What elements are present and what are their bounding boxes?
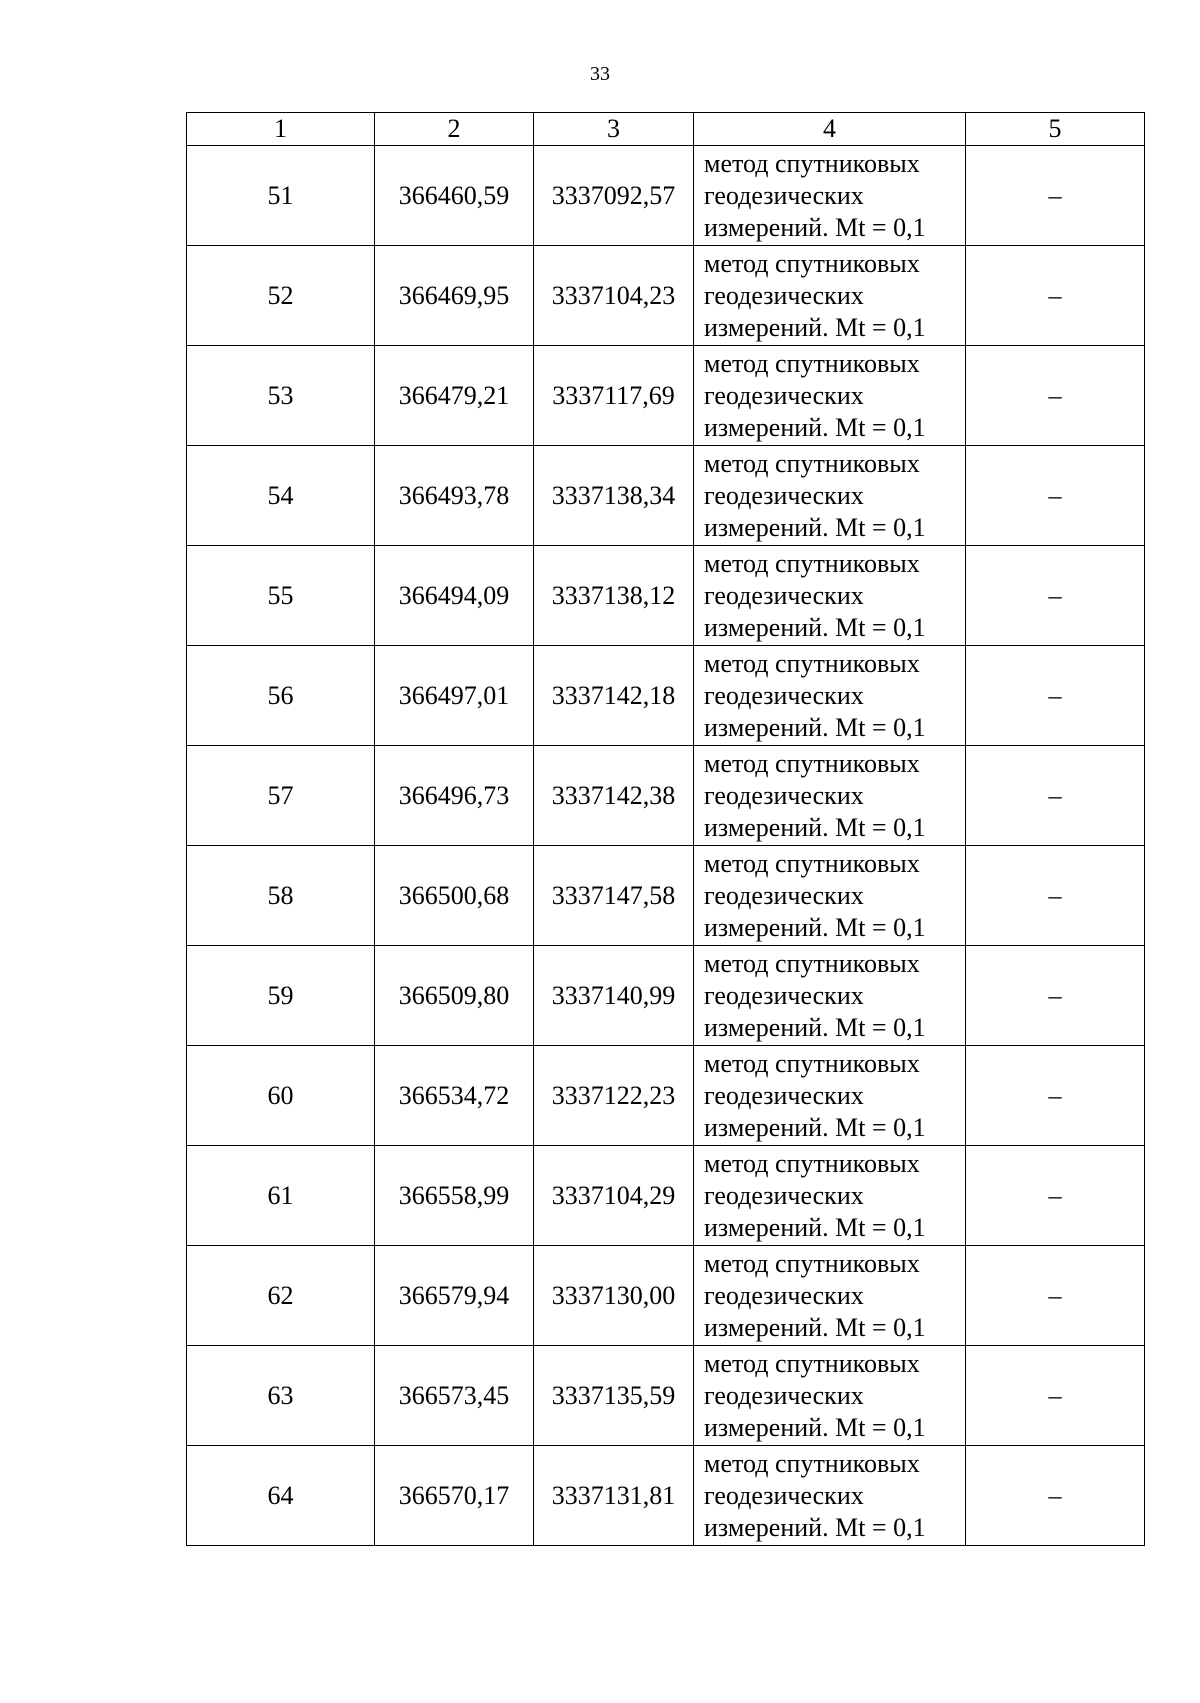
method-cell — [694, 346, 966, 446]
point-number-cell: 56 — [187, 646, 375, 746]
method-cell — [694, 146, 966, 246]
point-number-cell: 53 — [187, 346, 375, 446]
note-cell: – — [966, 246, 1145, 346]
y-coordinate-cell: 3337147,58 — [534, 846, 694, 946]
x-coordinate-cell: 366579,94 — [375, 1246, 534, 1346]
table-body — [187, 146, 1145, 1546]
table-row — [187, 346, 1145, 446]
method-line: метод спутниковых — [704, 1148, 920, 1178]
point-number-cell: 52 — [187, 246, 375, 346]
point-number-cell: 61 — [187, 1146, 375, 1246]
method-line: метод спутниковых — [704, 1048, 920, 1078]
note-cell: – — [966, 1246, 1145, 1346]
note-cell: – — [966, 1446, 1145, 1546]
table-row — [187, 946, 1145, 1046]
note-cell: – — [966, 1046, 1145, 1146]
table-row — [187, 1446, 1145, 1546]
note-cell: – — [966, 946, 1145, 1046]
point-number-cell: 51 — [187, 146, 375, 246]
table-row — [187, 1346, 1145, 1446]
method-cell — [694, 546, 966, 646]
note-cell: – — [966, 1346, 1145, 1446]
method-line: геодезических — [704, 1080, 864, 1110]
note-cell: – — [966, 446, 1145, 546]
note-cell: – — [966, 746, 1145, 846]
point-number-cell: 55 — [187, 546, 375, 646]
method-line: геодезических — [704, 1380, 864, 1410]
y-coordinate-cell: 3337142,18 — [534, 646, 694, 746]
method-line: метод спутниковых — [704, 648, 920, 678]
method-line: геодезических — [704, 580, 864, 610]
method-line: измерений. Mt = 0,1 — [704, 1212, 926, 1242]
method-line: измерений. Mt = 0,1 — [704, 212, 926, 242]
table-row — [187, 1246, 1145, 1346]
method-line: геодезических — [704, 280, 864, 310]
y-coordinate-cell: 3337131,81 — [534, 1446, 694, 1546]
method-line: геодезических — [704, 1180, 864, 1210]
method-cell — [694, 846, 966, 946]
x-coordinate-cell: 366558,99 — [375, 1146, 534, 1246]
method-line: измерений. Mt = 0,1 — [704, 512, 926, 542]
table-row — [187, 746, 1145, 846]
method-line: измерений. Mt = 0,1 — [704, 1512, 926, 1542]
table-row — [187, 1146, 1145, 1246]
method-line: геодезических — [704, 1280, 864, 1310]
header-row — [187, 113, 1145, 146]
y-coordinate-cell: 3337117,69 — [534, 346, 694, 446]
header-col-5: 5 — [966, 113, 1145, 146]
point-number-cell: 60 — [187, 1046, 375, 1146]
method-cell — [694, 1446, 966, 1546]
y-coordinate-cell: 3337104,29 — [534, 1146, 694, 1246]
point-number-cell: 62 — [187, 1246, 375, 1346]
y-coordinate-cell: 3337104,23 — [534, 246, 694, 346]
method-line: метод спутниковых — [704, 1448, 920, 1478]
method-line: измерений. Mt = 0,1 — [704, 412, 926, 442]
method-line: геодезических — [704, 880, 864, 910]
method-line: геодезических — [704, 180, 864, 210]
method-line: геодезических — [704, 680, 864, 710]
method-cell — [694, 1146, 966, 1246]
table-row — [187, 846, 1145, 946]
point-number-cell: 63 — [187, 1346, 375, 1446]
note-cell: – — [966, 546, 1145, 646]
method-line: измерений. Mt = 0,1 — [704, 1412, 926, 1442]
y-coordinate-cell: 3337135,59 — [534, 1346, 694, 1446]
method-line: метод спутниковых — [704, 248, 920, 278]
table-row — [187, 646, 1145, 746]
point-number-cell: 57 — [187, 746, 375, 846]
method-line: измерений. Mt = 0,1 — [704, 1312, 926, 1342]
y-coordinate-cell: 3337138,12 — [534, 546, 694, 646]
note-cell: – — [966, 846, 1145, 946]
coordinates-table — [186, 112, 1145, 1546]
point-number-cell: 54 — [187, 446, 375, 546]
y-coordinate-cell: 3337092,57 — [534, 146, 694, 246]
method-line: метод спутниковых — [704, 1248, 920, 1278]
header-col-1: 1 — [187, 113, 375, 146]
table-row — [187, 146, 1145, 246]
y-coordinate-cell: 3337138,34 — [534, 446, 694, 546]
method-cell — [694, 1046, 966, 1146]
table-row — [187, 546, 1145, 646]
method-cell — [694, 746, 966, 846]
x-coordinate-cell: 366494,09 — [375, 546, 534, 646]
method-line: измерений. Mt = 0,1 — [704, 312, 926, 342]
y-coordinate-cell: 3337122,23 — [534, 1046, 694, 1146]
table-row — [187, 246, 1145, 346]
method-line: геодезических — [704, 1480, 864, 1510]
point-number-cell: 59 — [187, 946, 375, 1046]
point-number-cell: 58 — [187, 846, 375, 946]
method-line: метод спутниковых — [704, 1348, 920, 1378]
method-line: измерений. Mt = 0,1 — [704, 812, 926, 842]
header-col-3: 3 — [534, 113, 694, 146]
method-line: геодезических — [704, 980, 864, 1010]
x-coordinate-cell: 366460,59 — [375, 146, 534, 246]
method-line: геодезических — [704, 480, 864, 510]
x-coordinate-cell: 366496,73 — [375, 746, 534, 846]
page-number: 33 — [590, 63, 610, 85]
x-coordinate-cell: 366570,17 — [375, 1446, 534, 1546]
method-cell — [694, 1246, 966, 1346]
y-coordinate-cell: 3337140,99 — [534, 946, 694, 1046]
method-cell — [694, 646, 966, 746]
x-coordinate-cell: 366573,45 — [375, 1346, 534, 1446]
x-coordinate-cell: 366479,21 — [375, 346, 534, 446]
table-header — [187, 113, 1145, 146]
method-line: геодезических — [704, 380, 864, 410]
header-col-2: 2 — [375, 113, 534, 146]
method-line: метод спутниковых — [704, 548, 920, 578]
method-line: метод спутниковых — [704, 748, 920, 778]
method-cell — [694, 1346, 966, 1446]
x-coordinate-cell: 366509,80 — [375, 946, 534, 1046]
x-coordinate-cell: 366493,78 — [375, 446, 534, 546]
table-row — [187, 446, 1145, 546]
method-line: геодезических — [704, 780, 864, 810]
method-line: метод спутниковых — [704, 348, 920, 378]
method-line: измерений. Mt = 0,1 — [704, 1112, 926, 1142]
method-line: метод спутниковых — [704, 148, 920, 178]
x-coordinate-cell: 366497,01 — [375, 646, 534, 746]
x-coordinate-cell: 366500,68 — [375, 846, 534, 946]
y-coordinate-cell: 3337130,00 — [534, 1246, 694, 1346]
method-line: измерений. Mt = 0,1 — [704, 912, 926, 942]
method-line: метод спутниковых — [704, 848, 920, 878]
method-cell — [694, 446, 966, 546]
method-cell — [694, 246, 966, 346]
x-coordinate-cell: 366534,72 — [375, 1046, 534, 1146]
method-line: измерений. Mt = 0,1 — [704, 612, 926, 642]
method-line: измерений. Mt = 0,1 — [704, 712, 926, 742]
point-number-cell: 64 — [187, 1446, 375, 1546]
method-line: метод спутниковых — [704, 448, 920, 478]
y-coordinate-cell: 3337142,38 — [534, 746, 694, 846]
method-line: метод спутниковых — [704, 948, 920, 978]
x-coordinate-cell: 366469,95 — [375, 246, 534, 346]
table-row — [187, 1046, 1145, 1146]
header-col-4: 4 — [694, 113, 966, 146]
note-cell: – — [966, 646, 1145, 746]
note-cell: – — [966, 146, 1145, 246]
method-line: измерений. Mt = 0,1 — [704, 1012, 926, 1042]
note-cell: – — [966, 346, 1145, 446]
note-cell: – — [966, 1146, 1145, 1246]
method-cell — [694, 946, 966, 1046]
